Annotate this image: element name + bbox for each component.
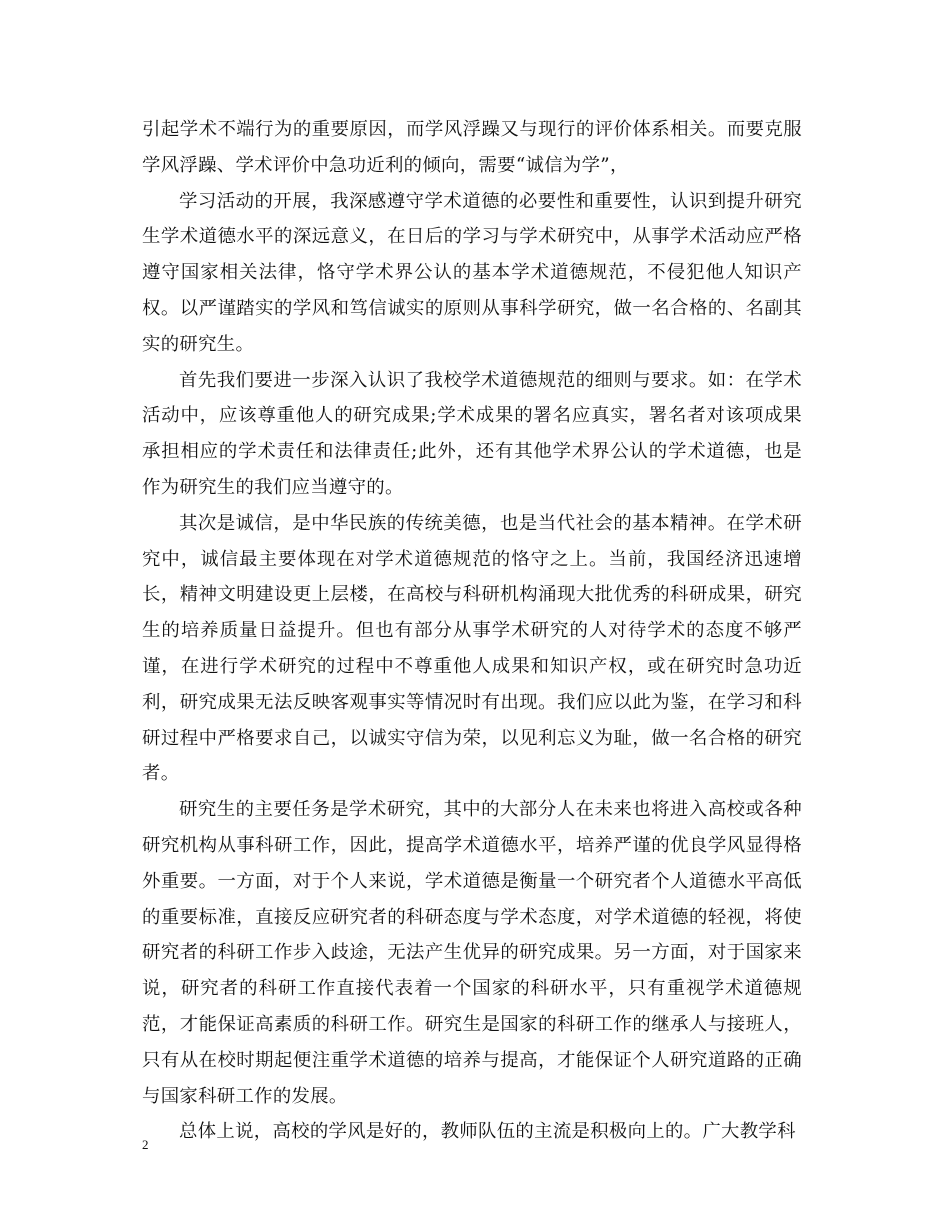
paragraph-5: 研究生的主要任务是学术研究，其中的大部分人在未来也将进入高校或各种研究机构从事科研工作，因此，提高学术道德水平，培养严谨的优良学风显得格外重要。一方面，对于个人来说，学术道德是衡量一个研究者个人道德水平高低的重要标准，直接反应研究者的科研态度与学术态度，对学术道德的轻视，将使研究者的科研工作步入歧途，无法产生优异的研究成果。另一方面，对于国家来说，研究者的科研工作直接代表着一个国家的科研水平，只有重视学术道德规范，才能保证高素质的科研工作。研究生是国家的科研工作的继承人与接班人，只有从在校时期起便注重学术道德的培养与提高，才能保证个人研究道路的正确与国家科研工作的发展。 (142, 799, 802, 1107)
paragraph-6: 总体上说，高校的学风是好的，教师队伍的主流是积极向上的。广大教学科 (179, 1121, 796, 1143)
paragraph-2: 学习活动的开展，我深感遵守学术道德的必要性和重要性，认识到提升研究生学术道德水平的深远意义，在日后的学习与学术研究中，从事学术活动应严格遵守国家相关法律，恪守学术界公认的基本学术道德规范，不侵犯他人知识产权。以严谨踏实的学风和笃信诚实的原则从事科学研究，做一名合格的、名副其实的研究生。 (142, 190, 802, 355)
paragraph-3: 首先我们要进一步深入认识了我校学术道德规范的细则与要求。如：在学术活动中，应该尊重他人的研究成果;学术成果的署名应真实，署名者对该项成果承担相应的学术责任和法律责任;此外，还有其他学术界公认的学术道德，也是作为研究生的我们应当遵守的。 (142, 369, 802, 498)
page-number: 2 (142, 1137, 149, 1152)
paragraph-1: 引起学术不端行为的重要原因，而学风浮躁又与现行的评价体系相关。而要克服学风浮躁、学术评价中急功近利的倾向，需要“诚信为学”， (142, 119, 802, 176)
document-body (142, 112, 802, 1150)
paragraph-4: 其次是诚信，是中华民族的传统美德，也是当代社会的基本精神。在学术研究中，诚信最主要体现在对学术道德规范的恪守之上。当前，我国经济迅速增长，精神文明建设更上层楼，在高校与科研机构涌现大批优秀的科研成果，研究生的培养质量日益提升。但也有部分从事学术研究的人对待学术的态度不够严谨，在进行学术研究的过程中不尊重他人成果和知识产权，或在研究时急功近利，研究成果无法反映客观事实等情况时有出现。我们应以此为鉴，在学习和科研过程中严格要求自己，以诚实守信为荣，以见利忘义为耻，做一名合格的研究者。 (142, 512, 802, 785)
